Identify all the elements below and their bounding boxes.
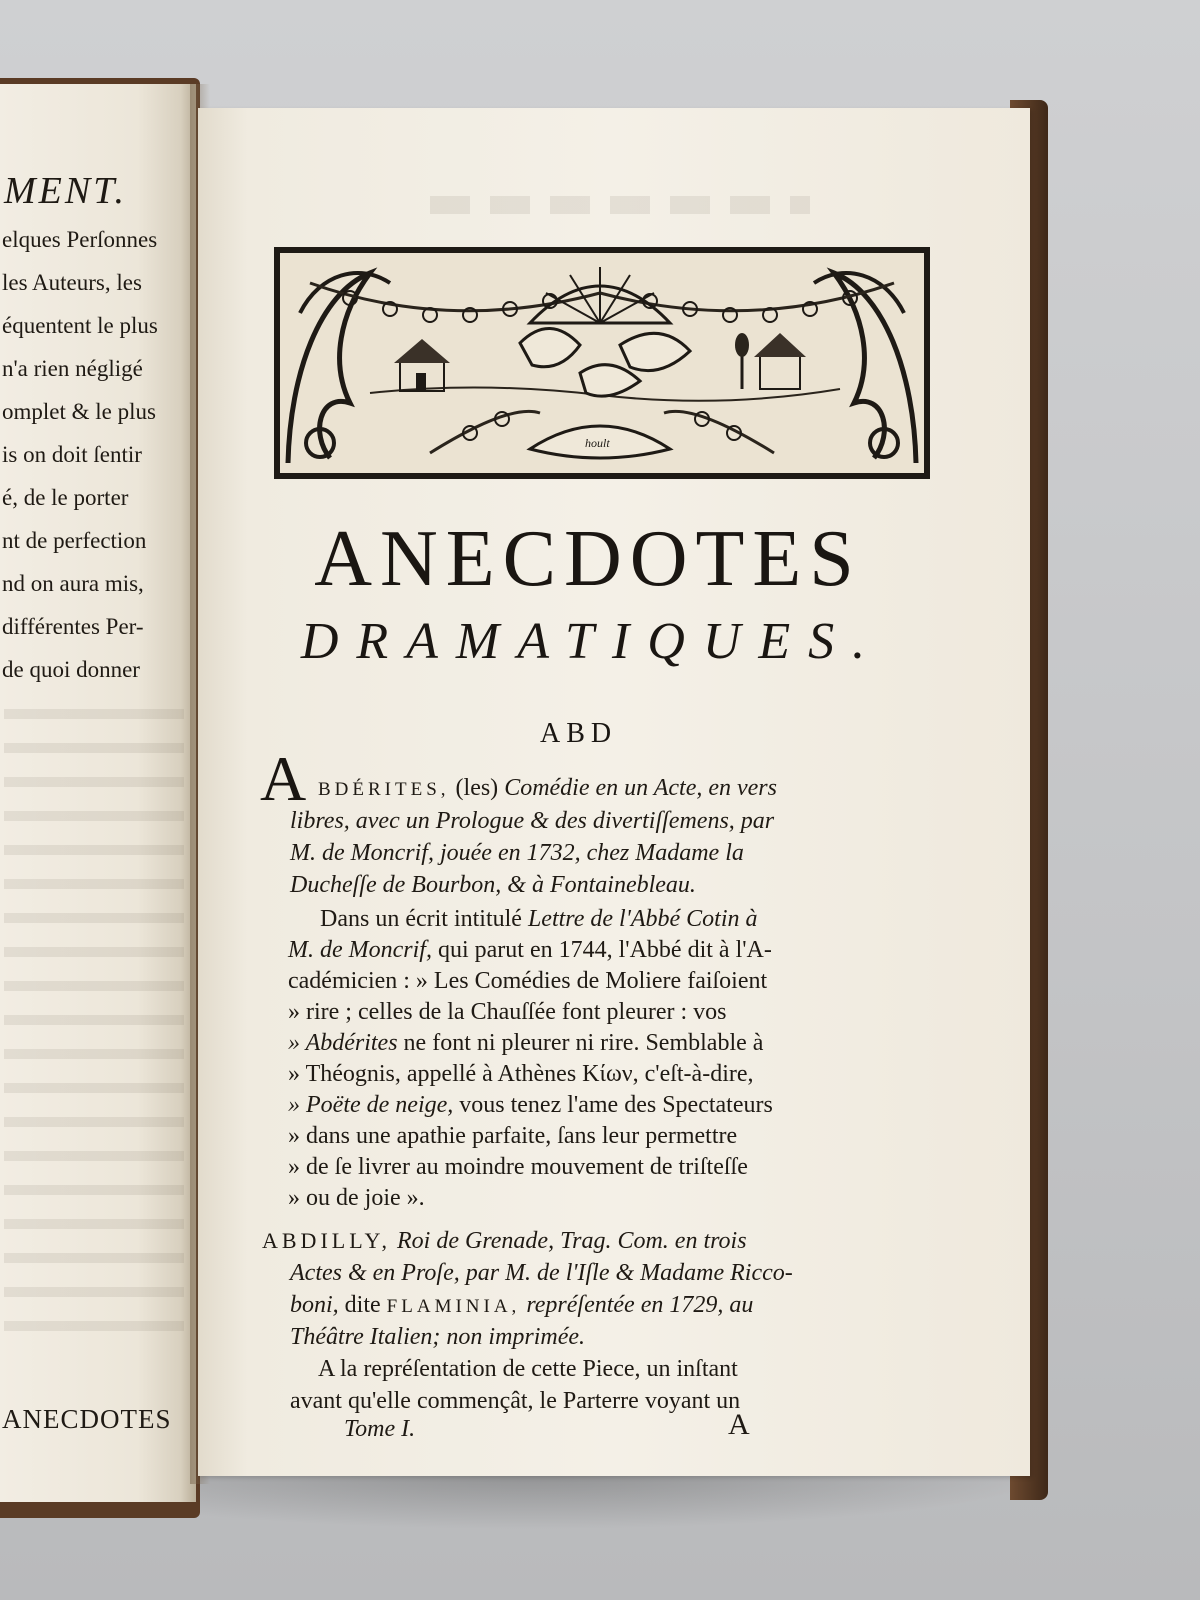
entry-line [320, 906, 758, 933]
entry-text-italic: Comédie en un Acte, en vers [504, 775, 777, 801]
running-head: ABD [540, 718, 618, 749]
left-page-line: é, de le porter [2, 485, 129, 510]
entry-text-italic: » Abdérites [288, 1030, 398, 1056]
entry-text: Dans un écrit intitulé [320, 906, 522, 932]
entry-headword: BDÉRITES, [318, 779, 450, 800]
entry-line [290, 1292, 753, 1319]
entry-text-italic: M. de Moncrif, [288, 937, 432, 963]
book-title: ANECDOTES [314, 515, 862, 603]
entry-line: » ou de joie ». [288, 1185, 425, 1211]
entry-line [288, 1092, 773, 1119]
entry-line: Actes & en Proſe, par M. de l'Iſle & Madame Ricco- [290, 1260, 793, 1286]
entry-text-italic: repréſentée en 1729, au [526, 1292, 754, 1318]
entry-text-italic: » Poëte de neige, [288, 1092, 454, 1118]
entry-text: dite [344, 1292, 381, 1318]
entry-text: vous tenez l'ame des Spectateurs [459, 1092, 773, 1118]
entry-line: A la repréſentation de cette Piece, un inſtant [318, 1356, 738, 1382]
show-through-text [4, 709, 184, 1349]
entry-line: » rire ; celles de la Chauſſée font pleurer : vos [288, 999, 727, 1025]
left-page-line: n'a rien négligé [2, 356, 143, 381]
headpiece-ornament [274, 247, 930, 479]
entry-text: qui parut en 1744, l'Abbé dit à l'A- [437, 937, 772, 963]
left-page-line: de quoi donner [2, 657, 140, 682]
volume-footer: Tome I. [344, 1416, 416, 1442]
left-page-line: elques Perſonnes [2, 227, 158, 252]
left-page-line: nd on aura mis, [2, 571, 144, 596]
left-page-header: MENT. [4, 170, 128, 212]
entry-text-italic: Roi de Grenade, Trag. Com. en trois [397, 1228, 747, 1254]
entry-line: Théâtre Italien; non imprimée. [290, 1324, 586, 1350]
book-subtitle: DRAMATIQUES. [300, 613, 884, 670]
left-page-line: is on doit ſentir [2, 442, 142, 467]
show-through-text [430, 196, 810, 214]
entry-headword: ABDILLY, [262, 1228, 392, 1253]
left-page-line: les Auteurs, les [2, 270, 142, 295]
entry-text: (les) [455, 775, 499, 801]
left-page-line: omplet & le plus [2, 399, 156, 424]
left-page-line: différentes Per- [2, 614, 144, 639]
left-page [0, 84, 196, 1502]
entry-line [262, 1228, 747, 1255]
ornament-engraving [280, 253, 924, 473]
entry-line [318, 775, 777, 802]
entry-text: ne font ni pleurer ni rire. Semblable à [403, 1030, 764, 1056]
entry-line: libres, avec un Prologue & des divertiſſemens, par [290, 808, 775, 834]
left-page-line: équentent le plus [2, 313, 158, 338]
entry-line [288, 1030, 763, 1057]
entry-text-italic: Lettre de l'Abbé Cotin à [527, 906, 758, 932]
entry-line: » de ſe livrer au moindre mouvement de triſteſſe [288, 1154, 748, 1180]
entry-line: avant qu'elle commençât, le Parterre voyant un [290, 1388, 741, 1414]
entry-line [288, 937, 772, 964]
entry-line: » Théognis, appellé à Athènes Κίων, c'eſt-à-dire, [288, 1061, 754, 1087]
entry-line: M. de Moncrif, jouée en 1732, chez Madame la [290, 840, 744, 866]
entry-line: » dans une apathie parfaite, ſans leur permettre [288, 1123, 738, 1149]
left-page-footer: ANECDOTES [2, 1404, 172, 1434]
drop-cap: A [260, 743, 307, 814]
entry-line: Ducheſſe de Bourbon, & à Fontainebleau. [290, 872, 696, 898]
entry-line: cadémicien : » Les Comédies de Moliere faiſoient [288, 968, 768, 994]
ornament-signature: hoult [585, 436, 610, 450]
entry-text-italic: boni, [290, 1292, 339, 1318]
signature-mark: A [728, 1408, 750, 1441]
left-page-line: nt de perfection [2, 528, 147, 553]
entry-headword: FLAMINIA, [386, 1296, 521, 1317]
